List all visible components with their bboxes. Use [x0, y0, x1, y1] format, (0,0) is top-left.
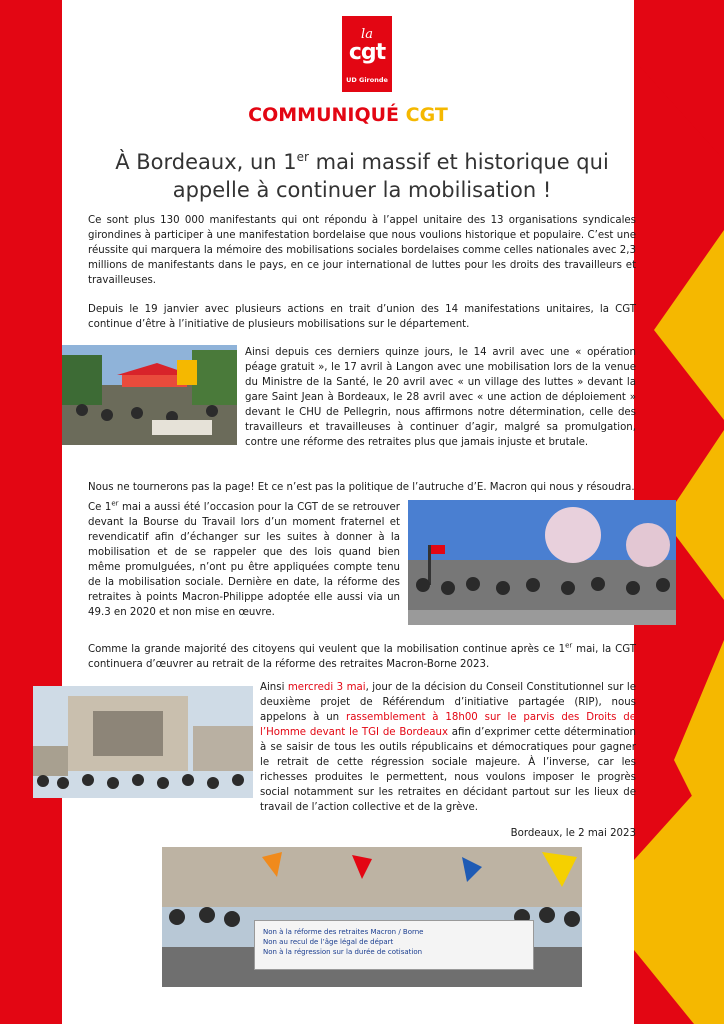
paragraph-1: Ce sont plus 130 000 manifestants qui ont répondu à l’appel unitaire des 13 organisations syndicales girondines à participer à une manifestation bordelaise que nous voulions historique et populaire. C’est une réussite qui marquera la mémoire des mobilisations sociales bordelaises comme celles nationales avec 2,3 millions de manifestants dans le pays, en ce jour international de luttes pour les droits des travailleurs et travailleuses. [88, 215, 636, 286]
headline [92, 143, 632, 204]
paragraph-2: Depuis le 19 janvier avec plusieurs actions en trait d’union des 14 manifestations unitaires, la CGT continue d’être à l’initiative de plusieurs mobilisations sur le département. [88, 304, 636, 330]
p5-sup: er [111, 499, 119, 508]
banner-line-2: Non au recul de l’âge légal de départ [263, 938, 394, 946]
p7-a: Ainsi [260, 682, 288, 693]
paragraph-7 [260, 680, 636, 815]
photo-bourse-du-travail [408, 500, 676, 625]
p5-post: mai a aussi été l’occasion pour la CGT de se retrouver devant la Bourse du Travail lors d’un moment fraternel et revendicatif afin d’échanger sur les suites à donner à la mobilisation et de se rappeler que des lois quand bien même promulguées, n’ont pu être appliquées compte tenu de la mobilisation sociale. Dernière en date, la réforme des retraites à points Macron-Philippe adoptée elle aussi via un 49.3 en 2020 et non mise en œuvre. [88, 502, 400, 618]
paragraph-5 [88, 500, 400, 620]
date-line: Bordeaux, le 2 mai 2023 [510, 828, 636, 839]
headline-pre: À Bordeaux, un 1 [115, 150, 297, 174]
title-part2: CGT [405, 104, 448, 126]
paragraph-6 [88, 642, 636, 672]
logo-ud: UD Gironde [342, 76, 392, 84]
photo-village-des-luttes [62, 345, 237, 445]
p7-c: , jour de la décision du Conseil Constitutionnel sur le deuxième projet de Référendum d’initiative partagée (RIP), nous appelons à un [260, 682, 636, 723]
paragraph-4: Nous ne tournerons pas la page! Et ce n’est pas la politique de l’autruche d’E. Macron qui nous y résoudra. [88, 482, 635, 493]
paragraph-3: Ainsi depuis ces derniers quinze jours, le 14 avril avec une « opération péage gratuit », le 17 avril à Langon avec une mobilisation lors de la venue du Ministre de la Santé, le 20 avril avec « un village des luttes » devant la gare Saint Jean à Bordeaux, le 28 avril avec « une action de déploiement » devant le CHU de Pellegrin, nous affirmons notre détermination, celle des travailleurs et travailleuses à continuer d’agir, malgré sa promulgation, contre une réforme des retraites plus que jamais injuste et brutale. [245, 347, 636, 448]
p7-date-highlight: mercredi 3 mai [287, 682, 366, 693]
left-red-border [0, 0, 62, 1024]
headline-sup: er [296, 150, 309, 164]
photo-demonstration-banner [162, 847, 582, 987]
photo-tgi-bordeaux [33, 686, 253, 798]
p6-post: mai, la CGT continuera d’œuvrer au retrait de la réforme des retraites Macron-Borne 2023. [88, 644, 637, 670]
cgt-logo [342, 16, 392, 92]
headline-post: mai massif et historique qui appelle à continuer la mobilisation ! [172, 150, 609, 202]
banner-line-1: Non à la réforme des retraites Macron / Borne [263, 928, 424, 936]
protest-banner [254, 920, 534, 970]
banner-line-3: Non à la régression sur la durée de cotisation [263, 948, 423, 956]
p7-e: afin d’exprimer cette détermination à se saisir de tous les outils républicains et démocratiques pour gagner le retrait de cette régression sociale majeure. À l’inverse, car les richesses produites le permettent, nous voulons imposer le progrès social notamment sur les retraites en décidant partout sur les lieux de travail de l’action collective et de la grève. [260, 727, 637, 813]
logo-cgt: cgt [348, 40, 386, 65]
p7-rassemblement-highlight: rassemblement à 18h00 sur le parvis des Droits de l’Homme devant le TGI de Bordeaux [260, 712, 636, 738]
communique-title [62, 104, 634, 126]
title-part1: COMMUNIQUÉ [248, 104, 406, 126]
p5-pre: Ce 1 [88, 502, 112, 513]
logo-la: la [361, 27, 373, 42]
p6-sup: er [565, 641, 573, 650]
p6-pre: Comme la grande majorité des citoyens qui veulent que la mobilisation continue après ce 1 [88, 644, 566, 655]
